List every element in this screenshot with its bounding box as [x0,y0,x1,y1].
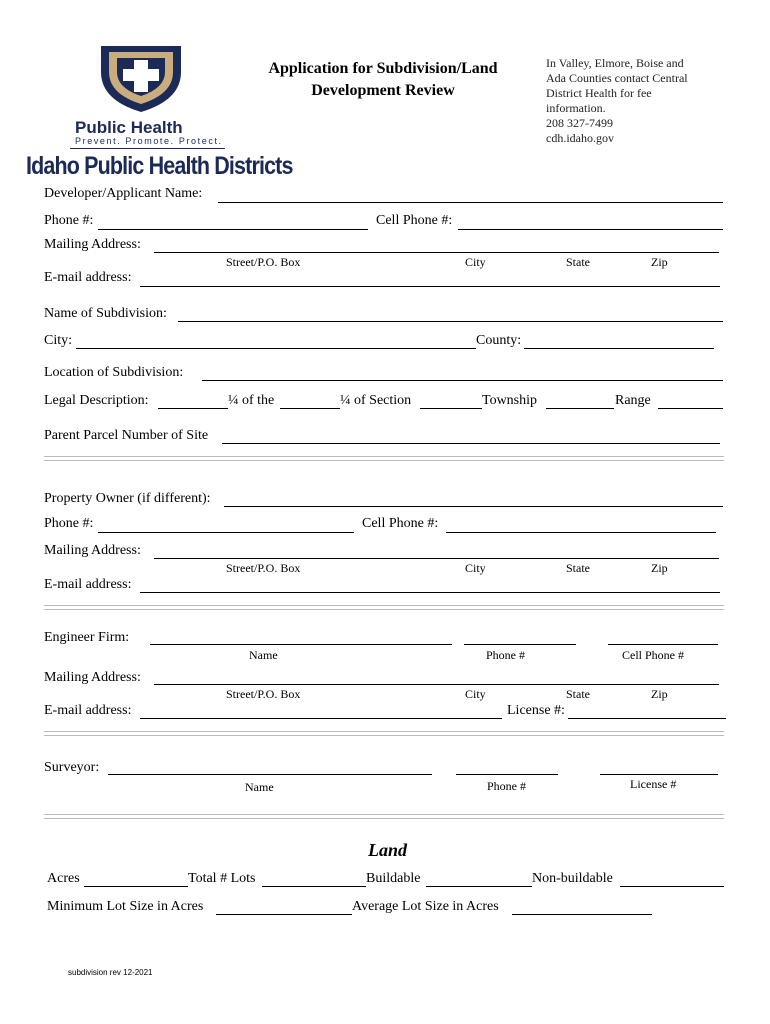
logo-tagline: Prevent. Promote. Protect. [75,136,223,146]
surveyor-name-field[interactable] [108,774,432,775]
owner-name-label: Property Owner (if different): [44,491,211,506]
acres-label: Acres [47,871,80,886]
state-sublabel: State [566,687,590,701]
subdivision-county-field[interactable] [524,348,714,349]
page-title [248,58,518,102]
engineer-phone-field[interactable] [464,644,576,645]
surveyor-license-field[interactable] [600,774,718,775]
location-field[interactable] [202,380,723,381]
owner-name-field[interactable] [224,506,723,507]
state-sublabel: State [566,561,590,575]
section-divider [44,731,724,736]
applicant-mailing-field[interactable] [154,252,719,253]
owner-cell-label: Cell Phone #: [362,516,439,531]
non-buildable-field[interactable] [620,886,724,887]
org-name: Idaho Public Health Districts [26,152,293,180]
owner-phone-field[interactable] [98,532,354,533]
parcel-number-label: Parent Parcel Number of Site [44,428,209,443]
owner-email-field[interactable] [140,592,720,593]
contact-website: cdh.idaho.gov [546,131,614,145]
engineer-mailing-field[interactable] [154,684,719,685]
phone-sublabel: Phone # [486,648,525,662]
applicant-name-field[interactable] [218,202,723,203]
city-sublabel: City [465,687,486,701]
applicant-phone-label: Phone #: [44,213,94,228]
range-label: Range [615,393,651,408]
township-label: Township [482,393,538,408]
logo-text: Public Health [75,118,183,137]
phone-sublabel: Phone # [487,779,526,793]
zip-sublabel: Zip [651,561,668,575]
engineer-license-field[interactable] [568,718,726,719]
applicant-cell-label: Cell Phone #: [376,213,453,228]
applicant-name-label: Developer/Applicant Name: [44,186,203,201]
subdivision-name-label: Name of Subdivision: [44,306,167,321]
buildable-label: Buildable [366,871,421,886]
name-sublabel: Name [245,780,274,794]
owner-email-label: E-mail address: [44,577,132,592]
applicant-cell-field[interactable] [458,229,723,230]
owner-mailing-label: Mailing Address: [44,543,141,558]
street-sublabel: Street/P.O. Box [226,255,301,269]
engineer-email-label: E-mail address: [44,703,132,718]
contact-line: information. [546,101,606,115]
avg-lot-size-field[interactable] [512,914,652,915]
engineer-email-field[interactable] [140,718,502,719]
city-sublabel: City [465,255,486,269]
location-label: Location of Subdivision: [44,365,184,380]
city-sublabel: City [465,561,486,575]
title-line-1: Application for Subdivision/Land [268,60,498,77]
contact-phone: 208 327-7499 [546,116,613,130]
contact-line: Ada Counties contact Central [546,71,688,85]
land-heading: Land [368,840,408,860]
owner-cell-field[interactable] [446,532,716,533]
legal-description-label: Legal Description: [44,393,149,408]
title-line-2: Development Review [311,82,455,99]
contact-line: District Health for fee [546,86,652,100]
applicant-phone-field[interactable] [98,229,368,230]
street-sublabel: Street/P.O. Box [226,561,301,575]
legal-range-field[interactable] [658,408,723,409]
legal-quarter2-field[interactable] [280,408,340,409]
name-sublabel: Name [249,648,278,662]
section-divider [44,456,724,461]
zip-sublabel: Zip [651,255,668,269]
section-divider [44,605,724,610]
owner-mailing-field[interactable] [154,558,719,559]
owner-phone-label: Phone #: [44,516,94,531]
subdivision-city-label: City: [44,333,73,348]
revision-footer: subdivision rev 12-2021 [68,968,153,977]
buildable-field[interactable] [426,886,532,887]
total-lots-field[interactable] [262,886,366,887]
engineer-license-label: License #: [507,703,565,718]
subdivision-city-field[interactable] [76,348,476,349]
section-divider [44,814,724,819]
acres-field[interactable] [84,886,188,887]
engineer-cell-field[interactable] [608,644,718,645]
cell-sublabel: Cell Phone # [622,648,684,662]
surveyor-label: Surveyor: [44,760,100,775]
contact-line: In Valley, Elmore, Boise and [546,56,684,70]
engineer-firm-label: Engineer Firm: [44,630,130,645]
legal-quarter1-field[interactable] [158,408,228,409]
subdivision-county-label: County: [476,333,522,348]
parcel-number-field[interactable] [222,443,720,444]
quarter-of-section-label: ¼ of Section [340,393,412,408]
logo-rule [70,148,225,149]
street-sublabel: Street/P.O. Box [226,687,301,701]
legal-township-field[interactable] [546,408,614,409]
applicant-mailing-label: Mailing Address: [44,237,141,252]
non-buildable-label: Non-buildable [532,871,613,886]
quarter-of-the-label: ¼ of the [228,393,275,408]
contact-info [546,56,716,146]
total-lots-label: Total # Lots [188,871,256,886]
min-lot-size-label: Minimum Lot Size in Acres [47,899,204,914]
surveyor-phone-field[interactable] [456,774,558,775]
applicant-email-field[interactable] [140,286,720,287]
engineer-name-field[interactable] [150,644,452,645]
applicant-email-label: E-mail address: [44,270,132,285]
min-lot-size-field[interactable] [216,914,352,915]
engineer-mailing-label: Mailing Address: [44,670,141,685]
license-sublabel: License # [630,777,677,791]
legal-section-field[interactable] [420,408,482,409]
zip-sublabel: Zip [651,687,668,701]
state-sublabel: State [566,255,590,269]
shield-cross-icon [97,42,185,114]
avg-lot-size-label: Average Lot Size in Acres [352,899,499,914]
subdivision-name-field[interactable] [178,321,723,322]
